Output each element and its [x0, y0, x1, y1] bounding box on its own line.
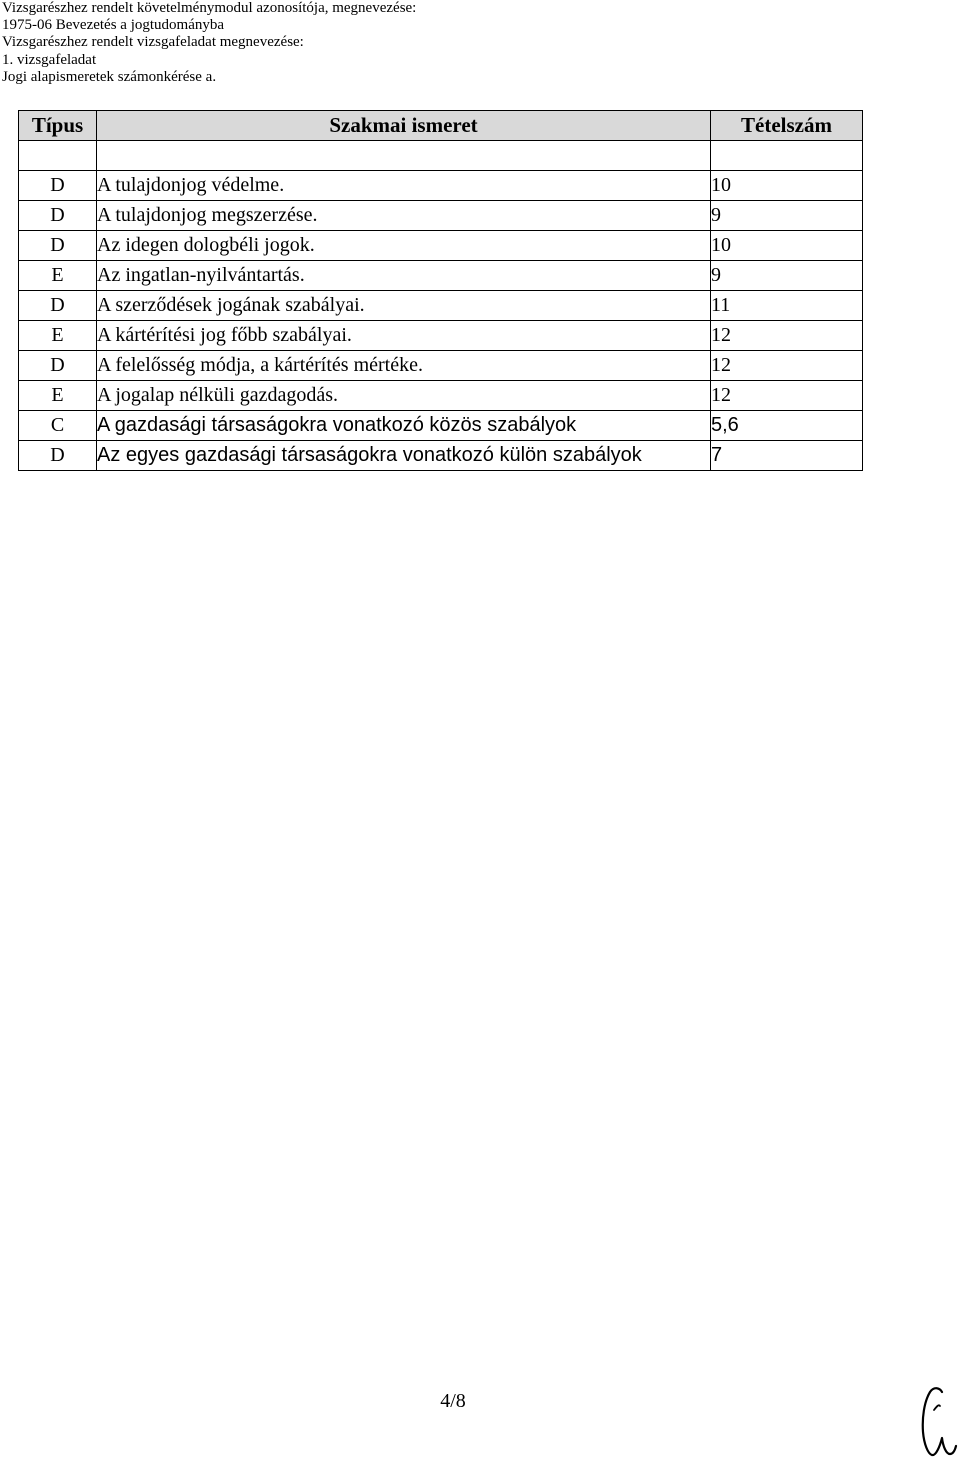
table-row: [19, 141, 863, 171]
cell-topic: A tulajdonjog megszerzése.: [97, 201, 711, 231]
table-row: [19, 381, 863, 411]
table-header-row: [19, 111, 863, 141]
cell-topic: Az ingatlan-nyilvántartás.: [97, 261, 711, 291]
cell-number: 12: [711, 321, 863, 351]
cell-type: D: [19, 201, 97, 231]
table-row: [19, 351, 863, 381]
table-row: [19, 231, 863, 261]
cell-topic: A felelősség módja, a kártérítés mértéke.: [97, 351, 711, 381]
cell-number: 10: [711, 231, 863, 261]
cell-topic: Az egyes gazdasági társaságokra vonatkozó külön szabályok: [97, 441, 711, 471]
cell-type: C: [19, 411, 97, 441]
column-header-number: Tételszám: [711, 111, 863, 141]
header-line-task-description: Jogi alapismeretek számonkérése a.: [2, 68, 217, 85]
cell-topic: [97, 141, 711, 171]
document-header: [2, 0, 416, 86]
column-header-topic: Szakmai ismeret: [97, 111, 711, 141]
cell-topic: Az idegen dologbéli jogok.: [97, 231, 711, 261]
table-row: [19, 291, 863, 321]
topics-table: [18, 110, 863, 471]
header-line-task-name: 1. vizsgafeladat: [2, 51, 97, 68]
cell-number: [711, 141, 863, 171]
cell-topic: A szerződések jogának szabályai.: [97, 291, 711, 321]
cell-type: E: [19, 321, 97, 351]
page-number: 4/8: [440, 1390, 466, 1412]
cell-topic: A jogalap nélküli gazdagodás.: [97, 381, 711, 411]
cell-type: D: [19, 441, 97, 471]
cell-number: 11: [711, 291, 863, 321]
table-row: [19, 441, 863, 471]
cell-type: D: [19, 171, 97, 201]
cell-number: 10: [711, 171, 863, 201]
header-line-module-name: 1975-06 Bevezetés a jogtudományba: [2, 17, 225, 34]
cell-type: D: [19, 291, 97, 321]
cell-type: D: [19, 231, 97, 261]
cell-topic: A kártérítési jog főbb szabályai.: [97, 321, 711, 351]
cell-type: E: [19, 261, 97, 291]
header-line-task-label: Vizsgarészhez rendelt vizsgafeladat megnevezése:: [2, 34, 304, 51]
cell-type: [19, 141, 97, 171]
cell-topic: A tulajdonjog védelme.: [97, 171, 711, 201]
cell-number: 5,6: [711, 411, 863, 441]
table-row: [19, 201, 863, 231]
cell-topic: A gazdasági társaságokra vonatkozó közös szabályok: [97, 411, 711, 441]
signature-mark: [918, 1384, 958, 1465]
cell-number: 7: [711, 441, 863, 471]
header-line-module-label: Vizsgarészhez rendelt követelménymodul azonosítója, megnevezése:: [2, 0, 417, 16]
column-header-type: Típus: [19, 111, 97, 141]
cell-number: 9: [711, 261, 863, 291]
table-row: [19, 321, 863, 351]
table-row: [19, 261, 863, 291]
cell-type: E: [19, 381, 97, 411]
cell-number: 9: [711, 201, 863, 231]
cell-type: D: [19, 351, 97, 381]
cell-number: 12: [711, 381, 863, 411]
table-row: [19, 411, 863, 441]
cell-number: 12: [711, 351, 863, 381]
table-row: [19, 171, 863, 201]
